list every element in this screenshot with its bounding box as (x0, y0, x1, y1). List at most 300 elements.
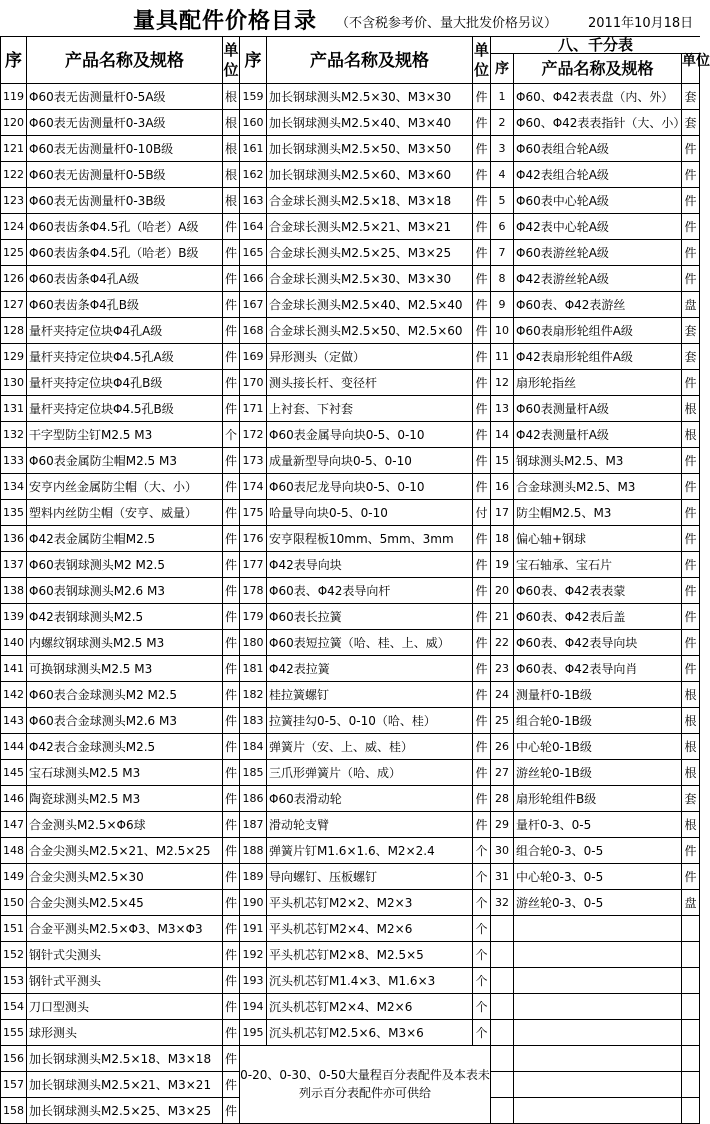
item-unit: 件 (223, 760, 240, 786)
item-unit: 件 (223, 994, 240, 1020)
item-unit: 根 (682, 812, 700, 838)
item-unit: 件 (223, 786, 240, 812)
item-seq: 127 (0, 292, 27, 318)
item-unit: 件 (473, 734, 491, 760)
item-name: Φ60表齿条Φ4.5孔（哈老）B级 (27, 240, 223, 266)
item-seq: 183 (240, 708, 267, 734)
item-unit: 件 (473, 552, 491, 578)
header-name-2: 产品名称及规格 (267, 36, 473, 84)
item-unit: 套 (682, 110, 700, 136)
item-unit: 件 (223, 526, 240, 552)
item-unit: 件 (473, 604, 491, 630)
item-unit: 件 (223, 812, 240, 838)
item-name: 球形测头 (27, 1020, 223, 1046)
item-name: 陶瓷球测头M2.5 M3 (27, 786, 223, 812)
item-name: Φ42表测量杆A级 (514, 422, 682, 448)
item-seq: 167 (240, 292, 267, 318)
item-seq: 155 (0, 1020, 27, 1046)
item-unit: 件 (223, 578, 240, 604)
item-unit: 根 (682, 760, 700, 786)
item-name: 量杆夹持定位块Φ4孔B级 (27, 370, 223, 396)
item-seq: 12 (491, 370, 514, 396)
empty-cell (682, 968, 700, 994)
item-name: 加长钢球测头M2.5×40、M3×40 (267, 110, 473, 136)
item-seq: 153 (0, 968, 27, 994)
item-unit: 套 (682, 344, 700, 370)
item-unit: 个 (223, 422, 240, 448)
item-name: 沉头机芯钉M1.4×3、M1.6×3 (267, 968, 473, 994)
item-unit: 根 (682, 708, 700, 734)
item-name: Φ60表钢球测头M2 M2.5 (27, 552, 223, 578)
item-seq: 124 (0, 214, 27, 240)
item-unit: 件 (223, 448, 240, 474)
item-unit: 个 (473, 994, 491, 1020)
item-name: Φ60表组合轮A级 (514, 136, 682, 162)
item-name: Φ42表钢球测头M2.5 (27, 604, 223, 630)
item-unit: 件 (473, 292, 491, 318)
item-seq: 174 (240, 474, 267, 500)
item-seq: 141 (0, 656, 27, 682)
item-seq: 154 (0, 994, 27, 1020)
item-seq: 148 (0, 838, 27, 864)
item-name: 测量杆0-1B级 (514, 682, 682, 708)
empty-cell (682, 1072, 700, 1098)
item-unit: 件 (682, 240, 700, 266)
item-name: 内螺纹钢球测头M2.5 M3 (27, 630, 223, 656)
item-name: 刀口型测头 (27, 994, 223, 1020)
item-seq: 24 (491, 682, 514, 708)
item-name: 成量新型导向块0-5、0-10 (267, 448, 473, 474)
item-seq: 143 (0, 708, 27, 734)
item-seq: 128 (0, 318, 27, 344)
item-name: Φ60表扇形轮组件A级 (514, 318, 682, 344)
item-name: Φ60表长拉簧 (267, 604, 473, 630)
item-name: Φ60表齿条Φ4孔B级 (27, 292, 223, 318)
item-seq: 168 (240, 318, 267, 344)
item-seq: 140 (0, 630, 27, 656)
item-unit: 件 (682, 136, 700, 162)
item-unit: 件 (682, 370, 700, 396)
item-seq: 138 (0, 578, 27, 604)
item-name: 合金尖测头M2.5×45 (27, 890, 223, 916)
item-seq: 121 (0, 136, 27, 162)
item-name: Φ42表拉簧 (267, 656, 473, 682)
item-name: Φ60表齿条Φ4.5孔（哈老）A级 (27, 214, 223, 240)
item-unit: 件 (223, 942, 240, 968)
item-unit: 件 (223, 838, 240, 864)
item-seq: 22 (491, 630, 514, 656)
item-unit: 件 (223, 708, 240, 734)
item-unit: 件 (223, 214, 240, 240)
item-name: 合金平测头M2.5×Φ3、M3×Φ3 (27, 916, 223, 942)
item-unit: 件 (223, 734, 240, 760)
item-unit: 根 (223, 110, 240, 136)
item-name: Φ60表无齿测量杆0-10B级 (27, 136, 223, 162)
item-name: 量杆夹持定位块Φ4.5孔B级 (27, 396, 223, 422)
item-seq: 16 (491, 474, 514, 500)
item-name: Φ60表滑动轮 (267, 786, 473, 812)
item-name: 导向螺钉、压板螺钉 (267, 864, 473, 890)
item-unit: 件 (473, 110, 491, 136)
item-seq: 192 (240, 942, 267, 968)
item-name: Φ42表金属防尘帽M2.5 (27, 526, 223, 552)
item-seq: 123 (0, 188, 27, 214)
empty-cell (682, 942, 700, 968)
item-seq: 135 (0, 500, 27, 526)
item-seq: 147 (0, 812, 27, 838)
item-unit: 件 (223, 266, 240, 292)
item-name: Φ60表、Φ42表后盖 (514, 604, 682, 630)
item-name: 平头机芯钉M2×4、M2×6 (267, 916, 473, 942)
item-unit: 件 (223, 318, 240, 344)
item-seq: 13 (491, 396, 514, 422)
item-unit: 根 (223, 84, 240, 110)
item-name: 哈量导向块0-5、0-10 (267, 500, 473, 526)
item-seq: 4 (491, 162, 514, 188)
item-seq: 160 (240, 110, 267, 136)
item-name: Φ42表扇形轮组件A级 (514, 344, 682, 370)
item-seq: 30 (491, 838, 514, 864)
page-subtitle: （不含税参考价、量大批发价格另议） (336, 16, 558, 31)
item-unit: 根 (682, 396, 700, 422)
item-seq: 171 (240, 396, 267, 422)
item-seq: 164 (240, 214, 267, 240)
item-unit: 件 (473, 578, 491, 604)
item-name: 合金球长测头M2.5×30、M3×30 (267, 266, 473, 292)
item-seq: 177 (240, 552, 267, 578)
item-name: Φ60表无齿测量杆0-5A级 (27, 84, 223, 110)
item-unit: 件 (223, 1046, 240, 1072)
item-name: 桂拉簧螺钉 (267, 682, 473, 708)
item-seq: 185 (240, 760, 267, 786)
item-seq: 137 (0, 552, 27, 578)
item-name: Φ60表合金球测头M2.6 M3 (27, 708, 223, 734)
item-name: 偏心轴+钢球 (514, 526, 682, 552)
item-unit: 件 (473, 396, 491, 422)
item-seq: 173 (240, 448, 267, 474)
item-seq: 175 (240, 500, 267, 526)
empty-cell (491, 1020, 514, 1046)
empty-cell (491, 994, 514, 1020)
item-unit: 件 (682, 266, 700, 292)
item-name: Φ60表、Φ42表导向块 (514, 630, 682, 656)
item-unit: 件 (682, 526, 700, 552)
item-unit: 件 (473, 84, 491, 110)
item-name: Φ60表、Φ42表游丝 (514, 292, 682, 318)
item-unit: 件 (682, 552, 700, 578)
item-name: 防尘帽M2.5、M3 (514, 500, 682, 526)
page-header (0, 0, 700, 36)
item-seq: 181 (240, 656, 267, 682)
item-unit: 套 (682, 318, 700, 344)
item-seq: 170 (240, 370, 267, 396)
item-unit: 件 (682, 838, 700, 864)
item-name: 合金球长测头M2.5×18、M3×18 (267, 188, 473, 214)
item-unit: 根 (682, 682, 700, 708)
item-name: 合金测头M2.5×Φ6球 (27, 812, 223, 838)
empty-cell (682, 1020, 700, 1046)
item-name: 加长钢球测头M2.5×50、M3×50 (267, 136, 473, 162)
item-unit: 件 (473, 370, 491, 396)
item-seq: 182 (240, 682, 267, 708)
item-seq: 29 (491, 812, 514, 838)
item-name: Φ60表、Φ42表导向肖 (514, 656, 682, 682)
item-name: 弹簧片（安、上、威、桂） (267, 734, 473, 760)
item-unit: 件 (473, 162, 491, 188)
item-seq: 5 (491, 188, 514, 214)
item-seq: 163 (240, 188, 267, 214)
item-seq: 188 (240, 838, 267, 864)
section-title-dial-gauge: 八、千分表 (491, 36, 700, 54)
item-name: 量杆0-3、0-5 (514, 812, 682, 838)
item-name: 加长钢球测头M2.5×18、M3×18 (27, 1046, 223, 1072)
item-name: 干字型防尘钉M2.5 M3 (27, 422, 223, 448)
item-seq: 187 (240, 812, 267, 838)
item-seq: 6 (491, 214, 514, 240)
empty-cell (682, 1046, 700, 1072)
empty-cell (491, 1098, 514, 1124)
item-unit: 件 (223, 604, 240, 630)
item-name: 上衬套、下衬套 (267, 396, 473, 422)
empty-cell (514, 942, 682, 968)
item-seq: 32 (491, 890, 514, 916)
item-name: Φ60表无齿测量杆0-3A级 (27, 110, 223, 136)
item-unit: 件 (682, 500, 700, 526)
item-unit: 件 (223, 630, 240, 656)
item-name: 加长钢球测头M2.5×60、M3×60 (267, 162, 473, 188)
item-name: 合金球长测头M2.5×40、M2.5×40 (267, 292, 473, 318)
header-unit-1: 单位 (223, 36, 240, 84)
item-unit: 件 (223, 240, 240, 266)
item-seq: 146 (0, 786, 27, 812)
empty-cell (514, 968, 682, 994)
item-seq: 151 (0, 916, 27, 942)
item-unit: 件 (223, 916, 240, 942)
item-name: 扇形轮组件B级 (514, 786, 682, 812)
item-name: Φ42表游丝轮A级 (514, 266, 682, 292)
empty-cell (491, 916, 514, 942)
item-seq: 189 (240, 864, 267, 890)
item-name: Φ42表组合轮A级 (514, 162, 682, 188)
item-seq: 186 (240, 786, 267, 812)
header-unit-3: 单位 (682, 54, 700, 84)
item-name: 安亨内丝金属防尘帽（大、小） (27, 474, 223, 500)
item-seq: 159 (240, 84, 267, 110)
item-seq: 193 (240, 968, 267, 994)
empty-cell (514, 1098, 682, 1124)
item-seq: 9 (491, 292, 514, 318)
item-seq: 139 (0, 604, 27, 630)
empty-cell (514, 916, 682, 942)
item-seq: 145 (0, 760, 27, 786)
item-name: 可换钢球测头M2.5 M3 (27, 656, 223, 682)
item-seq: 122 (0, 162, 27, 188)
item-name: Φ60、Φ42表表指针（大、小） (514, 110, 682, 136)
item-name: 合金尖测头M2.5×21、M2.5×25 (27, 838, 223, 864)
item-seq: 125 (0, 240, 27, 266)
item-seq: 172 (240, 422, 267, 448)
empty-cell (514, 1072, 682, 1098)
item-unit: 件 (473, 188, 491, 214)
item-seq: 119 (0, 84, 27, 110)
item-seq: 142 (0, 682, 27, 708)
item-seq: 19 (491, 552, 514, 578)
item-name: 合金球长测头M2.5×21、M3×21 (267, 214, 473, 240)
empty-cell (514, 1046, 682, 1072)
item-name: 异形测头（定做） (267, 344, 473, 370)
item-unit: 件 (473, 682, 491, 708)
item-unit: 根 (223, 136, 240, 162)
item-seq: 133 (0, 448, 27, 474)
item-name: Φ60表游丝轮A级 (514, 240, 682, 266)
item-name: 游丝轮0-1B级 (514, 760, 682, 786)
item-name: 平头机芯钉M2×8、M2.5×5 (267, 942, 473, 968)
item-seq: 131 (0, 396, 27, 422)
item-name: 中心轮0-1B级 (514, 734, 682, 760)
item-seq: 10 (491, 318, 514, 344)
item-seq: 132 (0, 422, 27, 448)
item-unit: 付 (473, 500, 491, 526)
item-name: 游丝轮0-3、0-5 (514, 890, 682, 916)
item-seq: 129 (0, 344, 27, 370)
item-seq: 120 (0, 110, 27, 136)
item-seq: 162 (240, 162, 267, 188)
item-unit: 件 (682, 864, 700, 890)
page-title: 量具配件价格目录 (133, 9, 318, 34)
item-seq: 178 (240, 578, 267, 604)
empty-cell (514, 994, 682, 1020)
item-unit: 件 (473, 708, 491, 734)
item-seq: 14 (491, 422, 514, 448)
item-unit: 件 (223, 1020, 240, 1046)
item-seq: 180 (240, 630, 267, 656)
item-unit: 件 (223, 1072, 240, 1098)
item-name: 中心轮0-3、0-5 (514, 864, 682, 890)
item-name: 组合轮0-1B级 (514, 708, 682, 734)
item-seq: 27 (491, 760, 514, 786)
item-unit: 件 (473, 136, 491, 162)
item-unit: 件 (223, 682, 240, 708)
item-unit: 件 (223, 890, 240, 916)
item-unit: 件 (223, 500, 240, 526)
item-unit: 个 (473, 1020, 491, 1046)
item-name: 三爪形弹簧片（哈、成） (267, 760, 473, 786)
item-name: 沉头机芯钉M2×4、M2×6 (267, 994, 473, 1020)
item-unit: 根 (223, 188, 240, 214)
item-seq: 156 (0, 1046, 27, 1072)
item-seq: 157 (0, 1072, 27, 1098)
item-unit: 件 (473, 266, 491, 292)
item-unit: 个 (473, 916, 491, 942)
item-unit: 件 (473, 422, 491, 448)
item-seq: 191 (240, 916, 267, 942)
item-unit: 件 (223, 292, 240, 318)
item-unit: 件 (682, 578, 700, 604)
item-seq: 15 (491, 448, 514, 474)
item-seq: 23 (491, 656, 514, 682)
item-name: 加长钢球测头M2.5×25、M3×25 (27, 1098, 223, 1124)
item-name: 滑动轮支臂 (267, 812, 473, 838)
item-unit: 盘 (682, 292, 700, 318)
item-name: 量杆夹持定位块Φ4.5孔A级 (27, 344, 223, 370)
item-name: 扇形轮指丝 (514, 370, 682, 396)
item-seq: 169 (240, 344, 267, 370)
item-unit: 个 (473, 838, 491, 864)
price-table (0, 36, 710, 1120)
header-name-1: 产品名称及规格 (27, 36, 223, 84)
item-seq: 179 (240, 604, 267, 630)
item-name: Φ42表合金球测头M2.5 (27, 734, 223, 760)
item-seq: 176 (240, 526, 267, 552)
item-name: 平头机芯钉M2×2、M2×3 (267, 890, 473, 916)
item-seq: 194 (240, 994, 267, 1020)
item-unit: 件 (473, 812, 491, 838)
item-unit: 件 (223, 864, 240, 890)
empty-cell (491, 1072, 514, 1098)
item-name: Φ60表尼龙导向块0-5、0-10 (267, 474, 473, 500)
item-unit: 件 (223, 396, 240, 422)
item-seq: 165 (240, 240, 267, 266)
item-seq: 161 (240, 136, 267, 162)
item-name: Φ60表、Φ42表表蒙 (514, 578, 682, 604)
item-name: 钢球测头M2.5、M3 (514, 448, 682, 474)
item-name: 加长钢球测头M2.5×30、M3×30 (267, 84, 473, 110)
item-unit: 件 (682, 162, 700, 188)
item-seq: 152 (0, 942, 27, 968)
item-name: 拉簧挂勾0-5、0-10（哈、桂） (267, 708, 473, 734)
item-unit: 个 (473, 890, 491, 916)
empty-cell (682, 994, 700, 1020)
item-seq: 190 (240, 890, 267, 916)
item-unit: 件 (223, 344, 240, 370)
item-name: 弹簧片钉M1.6×1.6、M2×2.4 (267, 838, 473, 864)
item-name: Φ60、Φ42表表盘（内、外） (514, 84, 682, 110)
item-unit: 件 (473, 630, 491, 656)
empty-cell (514, 1020, 682, 1046)
item-seq: 18 (491, 526, 514, 552)
empty-cell (491, 942, 514, 968)
item-name: Φ60表测量杆A级 (514, 396, 682, 422)
item-name: Φ42表中心轮A级 (514, 214, 682, 240)
item-unit: 个 (473, 942, 491, 968)
header-seq-3: 序 (491, 54, 514, 84)
item-name: 宝石球测头M2.5 M3 (27, 760, 223, 786)
item-name: Φ60表金属防尘帽M2.5 M3 (27, 448, 223, 474)
item-name: 合金球长测头M2.5×50、M2.5×60 (267, 318, 473, 344)
item-unit: 盘 (682, 890, 700, 916)
item-seq: 25 (491, 708, 514, 734)
item-seq: 26 (491, 734, 514, 760)
item-seq: 1 (491, 84, 514, 110)
item-seq: 184 (240, 734, 267, 760)
item-unit: 件 (223, 968, 240, 994)
item-name: 测头接长杆、变径杆 (267, 370, 473, 396)
note-cell: 0-20、0-30、0-50大量程百分表配件及本表未列示百分表配件亦可供给 (240, 1046, 491, 1124)
item-unit: 件 (473, 240, 491, 266)
item-name: Φ60表齿条Φ4孔A级 (27, 266, 223, 292)
item-unit: 个 (473, 968, 491, 994)
item-unit: 件 (682, 214, 700, 240)
item-seq: 166 (240, 266, 267, 292)
item-seq: 149 (0, 864, 27, 890)
item-name: 钢针式平测头 (27, 968, 223, 994)
item-name: Φ42表导向块 (267, 552, 473, 578)
item-seq: 28 (491, 786, 514, 812)
item-seq: 2 (491, 110, 514, 136)
empty-cell (682, 1098, 700, 1124)
item-unit: 件 (473, 214, 491, 240)
header-seq-2: 序 (240, 36, 267, 84)
